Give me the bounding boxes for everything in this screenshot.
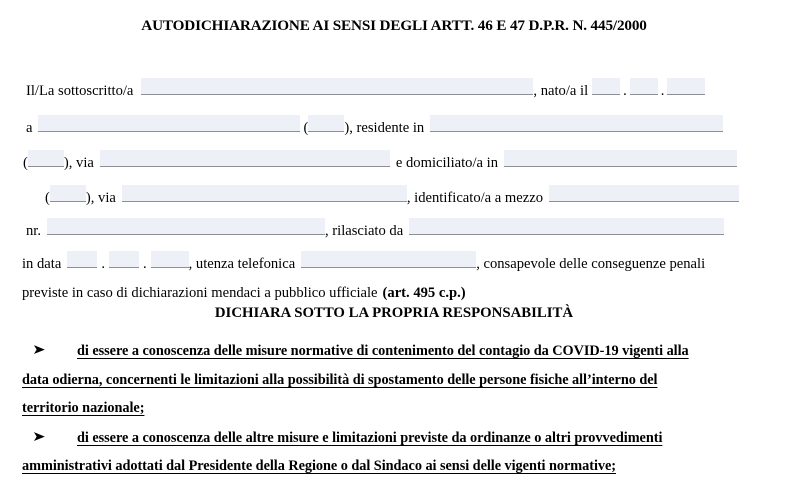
- label-street-domicile: ), via: [85, 190, 116, 206]
- form-line-residence: [23, 150, 737, 171]
- declaration-item-2-line-1: di essere a conoscenza delle altre misure e limitazioni previste da ordinanze o altri provvedimenti: [77, 430, 663, 446]
- paren-open-residence-province: (: [23, 155, 28, 171]
- label-nr: nr.: [26, 223, 41, 239]
- declaration-heading: DICHIARA SOTTO LA PROPRIA RESPONSABILITÀ: [214, 305, 574, 321]
- field-birth-day[interactable]: [592, 78, 620, 95]
- label-street-residence: ), via: [63, 155, 94, 171]
- label-issued-by: , rilasciato da: [325, 223, 404, 239]
- issue-date-separator-2: .: [142, 256, 147, 272]
- form-line-birthplace: [26, 115, 723, 136]
- field-id-issuer[interactable]: [409, 218, 724, 235]
- field-domicile-street[interactable]: [122, 185, 407, 202]
- form-line-penalties: [22, 286, 466, 301]
- field-full-name[interactable]: [141, 78, 533, 95]
- label-on-date: in data: [22, 256, 62, 272]
- paren-open-birth-province: (: [303, 120, 309, 136]
- issue-date-separator-1: .: [101, 256, 105, 272]
- field-id-number[interactable]: [47, 218, 325, 235]
- field-residence-city[interactable]: [430, 115, 723, 132]
- label-subscriber: Il/La sottoscritto/a: [26, 83, 134, 99]
- arrow-bullet-icon: ➤: [32, 342, 46, 358]
- label-at: a: [26, 120, 33, 136]
- document-title: AUTODICHIARAZIONE AI SENSI DEGLI ARTT. 46 E 47 D.P.R. N. 445/2000: [141, 17, 647, 34]
- field-residence-province[interactable]: [28, 150, 64, 167]
- declaration-item-1-line-3: territorio nazionale;: [22, 400, 145, 416]
- field-residence-street[interactable]: [100, 150, 390, 167]
- field-domicile-province[interactable]: [50, 185, 86, 202]
- field-birth-place[interactable]: [38, 115, 300, 132]
- declaration-item-1-line-1: di essere a conoscenza delle misure normative di contenimento del contagio da COVID-19 vigenti alla: [77, 343, 689, 359]
- paren-open-domicile-province: (: [45, 190, 50, 206]
- field-issue-day[interactable]: [67, 251, 97, 268]
- field-birth-province[interactable]: [308, 115, 344, 132]
- form-line-domicile: [45, 185, 739, 206]
- label-phone-number: , utenza telefonica: [188, 256, 296, 272]
- field-phone-number[interactable]: [301, 251, 476, 268]
- declaration-item-1-line-2: data odierna, concernenti le limitazioni alla possibilità di spostamento delle persone fisiche all’interno del: [22, 372, 658, 388]
- date-separator-2: .: [660, 83, 665, 99]
- field-domicile-city[interactable]: [504, 150, 737, 167]
- text-penalties: previste in caso di dichiarazioni mendaci a pubblico ufficiale: [22, 285, 378, 301]
- field-issue-month[interactable]: [109, 251, 139, 268]
- declaration-item-1-marker-row: [33, 343, 45, 357]
- form-line-subscriber: [26, 78, 705, 99]
- field-birth-year[interactable]: [667, 78, 705, 95]
- arrow-bullet-icon: ➤: [32, 429, 46, 445]
- field-id-document-type[interactable]: [549, 185, 739, 202]
- text-penal-code-article: (art. 495 c.p.): [382, 285, 466, 301]
- label-aware-of-penalties: , consapevole delle conseguenze penali: [476, 256, 706, 272]
- label-identified-by: , identificato/a a mezzo: [406, 190, 544, 206]
- label-born-on: , nato/a il: [533, 83, 589, 99]
- form-line-issue-date-phone: [22, 251, 705, 272]
- field-issue-year[interactable]: [151, 251, 189, 268]
- label-residing-in: ), residente in: [344, 120, 425, 136]
- label-domiciled-in: e domiciliato/a in: [395, 155, 499, 171]
- form-line-document-number: [26, 218, 724, 239]
- declaration-item-2-line-2: amministrativi adottati dal Presidente della Regione o dal Sindaco ai sensi delle vigenti normative;: [22, 458, 616, 474]
- date-separator-1: .: [623, 83, 627, 99]
- declaration-item-2-marker-row: [33, 430, 45, 444]
- field-birth-month[interactable]: [630, 78, 658, 95]
